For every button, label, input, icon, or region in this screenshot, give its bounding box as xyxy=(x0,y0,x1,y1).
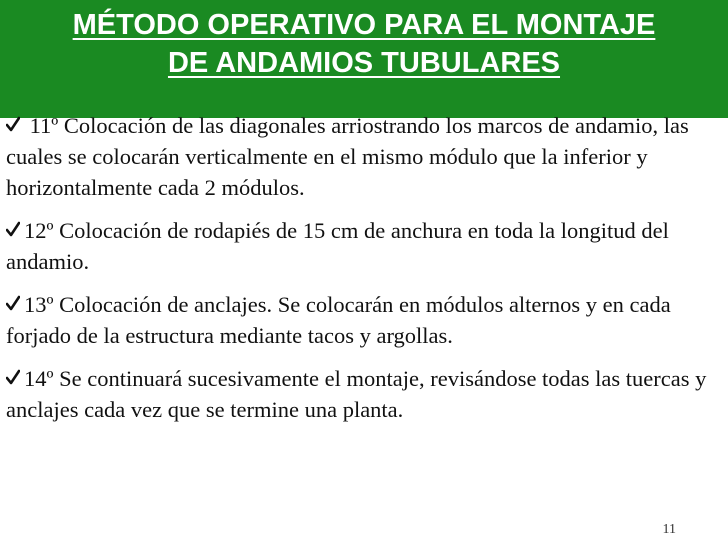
list-item-text: 13º Colocación de anclajes. Se colocarán en módulos alternos y en cada forjado de la estructura mediante tacos y argollas. xyxy=(6,292,671,348)
checkmark-icon xyxy=(6,113,20,135)
list-item xyxy=(6,215,724,277)
checkmark-icon xyxy=(6,292,20,314)
list-item-text: 11º Colocación de las diagonales arriostrando los marcos de andamio, las cuales se colocarán verticalmente en el mismo módulo que la inferior y horizontalmente cada 2 módulos. xyxy=(6,113,689,200)
list-item xyxy=(6,289,724,351)
title-banner xyxy=(0,0,728,118)
slide-title xyxy=(0,6,728,82)
bullet-list xyxy=(6,110,724,437)
checkmark-icon xyxy=(6,366,20,388)
title-line-1: MÉTODO OPERATIVO PARA EL MONTAJE xyxy=(72,9,656,41)
list-item-text: 12º Colocación de rodapiés de 15 cm de anchura en toda la longitud del andamio. xyxy=(6,218,669,274)
title-line-2: DE ANDAMIOS TUBULARES xyxy=(167,47,561,79)
list-item-text: 14º Se continuará sucesivamente el montaje, revisándose todas las tuercas y anclajes cada vez que se termine una planta. xyxy=(6,366,707,422)
checkmark-icon xyxy=(6,218,20,240)
page-number: 11 xyxy=(662,522,676,537)
list-item xyxy=(6,363,724,425)
list-item xyxy=(6,110,724,203)
